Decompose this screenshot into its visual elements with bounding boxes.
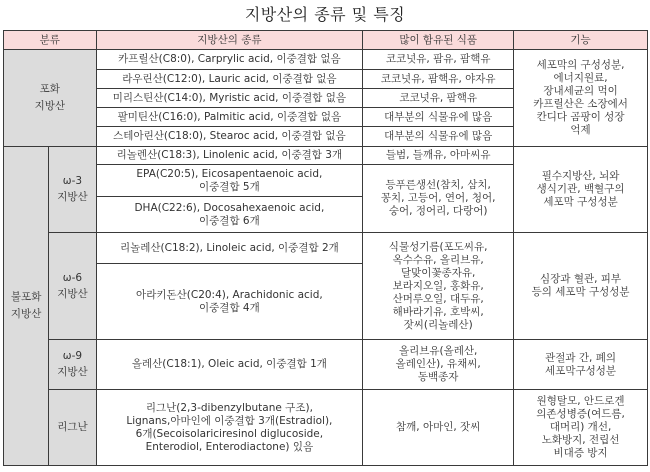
foods-line: 숭어, 정어리, 다랑어) — [388, 205, 488, 217]
subcategory-label: 지방산 — [57, 191, 88, 203]
foods-line: 올리브유(올레산, — [398, 345, 478, 357]
foods-line: 올레인산), 유채씨, — [395, 358, 481, 370]
fatty-acid-table — [3, 30, 648, 466]
subcategory-lignan: 리그난 — [49, 390, 96, 466]
subcategory-label: 지방산 — [57, 287, 88, 300]
function-line: 심장과 혈관, 피부 — [540, 273, 622, 285]
foods-line: 등푸른생선(참치, 삼치, — [385, 179, 491, 191]
acid-type: 카프릴산(C8:0), Carprylic acid, 이중결합 없음 — [96, 50, 363, 70]
header-foods: 많이 함유된 식품 — [363, 31, 514, 50]
acid-type-line: 6개(Secoisolariciresinol diglucoside, — [135, 427, 324, 440]
acid-type: 리놀렌산(C18:3), Linolenic acid, 이중결합 3개 — [96, 147, 363, 165]
subcategory-omega9 — [49, 340, 96, 390]
function-line: 비대증 방지 — [553, 447, 608, 459]
acid-type-line: DHA(C22:6), Docosahexaenoic acid, — [134, 201, 325, 214]
acid-type-line: 이중결합 4개 — [199, 301, 260, 314]
acid-foods: 대부분의 식물유에 많음 — [363, 127, 514, 147]
acid-type-line: 이중결합 5개 — [199, 180, 260, 193]
acid-foods: 대부분의 식물유에 많음 — [363, 108, 514, 127]
header-function: 기능 — [514, 31, 648, 50]
function-line: 관절과 간, 폐의 — [545, 351, 616, 364]
function-line: 세포막 구성성분 — [543, 196, 618, 208]
acid-foods: 참깨, 아마인, 잣씨 — [363, 390, 514, 466]
acid-type — [96, 390, 363, 466]
acid-type: 리놀레산(C18:2), Linoleic acid, 이중결합 2개 — [96, 233, 363, 264]
lignan-function — [514, 390, 648, 466]
acid-foods: 코코넛유, 팜핵유 — [363, 89, 514, 108]
acid-type-line: Enterodiol, Enterodiactone) 있음 — [145, 440, 314, 453]
subcategory-label: 지방산 — [57, 366, 88, 378]
category-unsaturated — [4, 147, 49, 466]
subcategory-omega3 — [49, 147, 96, 233]
function-line: 세포막구성성분 — [545, 364, 617, 377]
acid-type: 올레산(C18:1), Oleic acid, 이중결합 1개 — [96, 340, 363, 390]
foods-line: 식물성기름(포도씨유, — [388, 240, 488, 253]
acid-type: 스테아린산(C18:0), Stearoc acid, 이중결합 없음 — [96, 127, 363, 147]
page-title: 지방산의 종류 및 특징 — [244, 5, 406, 24]
function-line: 등의 세포막 구성성분 — [531, 286, 630, 298]
function-line: 억제 — [570, 124, 591, 136]
function-line: 에너지원료, — [553, 72, 608, 84]
omega9-function — [514, 340, 648, 390]
omega3-function — [514, 147, 648, 233]
acid-foods — [363, 165, 514, 233]
category-label: 지방산 — [34, 100, 65, 112]
function-line: 노화방지, 전립선 — [541, 434, 620, 446]
table-row — [4, 390, 648, 466]
header-category: 분류 — [4, 31, 97, 50]
foods-line: 동백종자 — [417, 371, 459, 383]
acid-type — [96, 264, 363, 340]
acid-type: 팔미틴산(C16:0), Palmitic acid, 이중결합 없음 — [96, 108, 363, 127]
function-line: 장내세균의 먹이 — [543, 85, 618, 97]
category-label: 포화 — [39, 83, 60, 95]
omega6-function — [514, 233, 648, 340]
table-row — [4, 340, 648, 390]
acid-type-line: EPA(C20:5), Eicosapentaenoic acid, — [136, 167, 323, 180]
foods-line: 보라지오일, 홍화유, — [392, 279, 484, 292]
subcategory-omega6 — [49, 233, 96, 340]
function-line: 대머리) 개선, — [549, 421, 612, 433]
acid-type-line: Lignans,아마인에 이중결합 3개(Estradiol), — [126, 414, 333, 427]
foods-line: 옥수수유, 올리브유, — [392, 253, 484, 266]
function-line: 카프릴산은 소장에서 — [533, 98, 628, 110]
foods-line: 해바라기유, 호박씨, — [392, 305, 484, 318]
acid-foods: 코코넛유, 팜핵유, 야자유 — [363, 70, 514, 89]
acid-foods: 코코넛유, 팜유, 팜핵유 — [363, 50, 514, 70]
header-row — [4, 31, 648, 50]
acid-type: 라우린산(C12:0), Lauric acid, 이중결합 없음 — [96, 70, 363, 89]
table-row — [4, 50, 648, 70]
foods-line: 산머루오일, 대두유, — [392, 292, 484, 305]
acid-type — [96, 197, 363, 233]
foods-line: 잣씨(리놀레산) — [403, 318, 473, 331]
category-label: 불포화 — [10, 291, 42, 303]
acid-foods — [363, 233, 514, 340]
subcategory-label: ω-9 — [62, 350, 83, 362]
category-saturated — [4, 50, 97, 147]
acid-foods — [363, 340, 514, 390]
foods-line: 달맞이꽃종자유, — [400, 266, 476, 279]
acid-type-line: 리그난(2,3-dibenzylbutane 구조), — [145, 401, 313, 414]
category-label: 지방산 — [10, 308, 42, 320]
acid-type: 미리스틴산(C14:0), Myristic acid, 이중결합 없음 — [96, 89, 363, 108]
function-line: 의존성병증(여드름, — [536, 408, 625, 420]
foods-line: 꽁치, 고등어, 연어, 청어, — [380, 192, 496, 204]
table-row — [4, 147, 648, 165]
acid-type — [96, 165, 363, 197]
header-type: 지방산의 종류 — [96, 31, 363, 50]
table-row — [4, 233, 648, 264]
function-line: 칸디다 곰팡이 성장 — [536, 111, 625, 123]
function-line: 필수지방산, 뇌와 — [541, 170, 620, 182]
acid-foods: 들범, 들깨유, 아마씨유 — [363, 147, 514, 165]
function-line: 생식기관, 백혈구의 — [536, 183, 625, 195]
acid-type-line: 아라키돈산(C20:4), Arachidonic acid, — [136, 288, 323, 301]
function-line: 세포막의 구성성분, — [536, 59, 625, 71]
subcategory-label: ω-3 — [62, 175, 83, 187]
saturated-function — [514, 50, 648, 147]
function-line: 원형탈모, 안드로겐 — [536, 395, 625, 407]
acid-type-line: 이중결합 6개 — [199, 214, 260, 227]
subcategory-label: ω-6 — [62, 271, 83, 284]
